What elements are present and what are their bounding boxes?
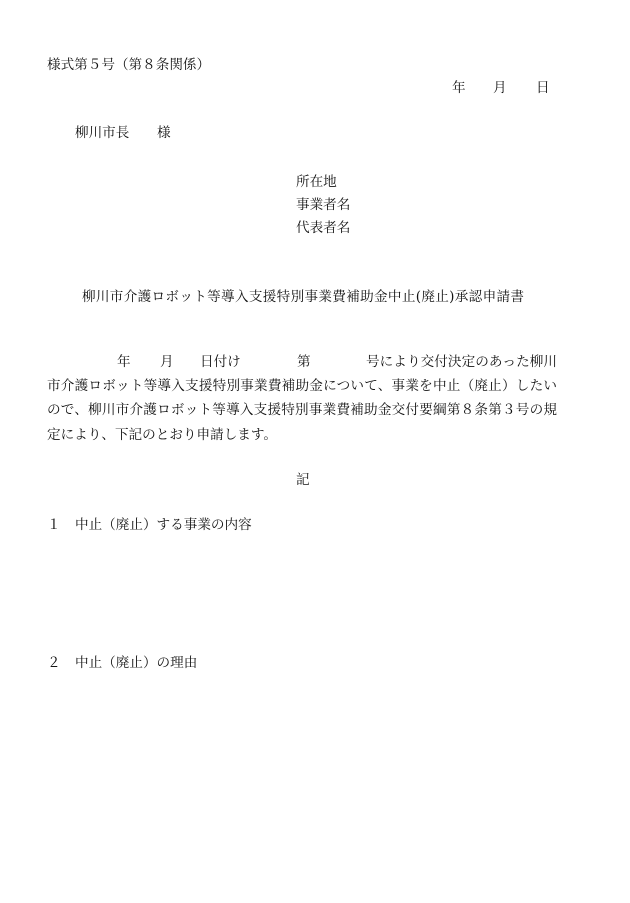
item-2-number: ２ xyxy=(47,655,61,671)
applicant-business-name-label: 事業者名 xyxy=(296,197,351,213)
item-1-number: １ xyxy=(47,517,61,533)
date-day-label: 日 xyxy=(536,80,550,96)
body-month-label: 月 xyxy=(160,354,174,370)
body-day-label: 日付け xyxy=(200,354,241,370)
item-2-label: 中止（廃止）の理由 xyxy=(75,655,198,671)
body-line-3: ので、柳川市介護ロボット等導入支援特別事業費補助金交付要綱第８条第３号の規 xyxy=(47,402,557,418)
record-mark: 記 xyxy=(296,472,310,488)
form-number: 様式第５号（第８条関係） xyxy=(47,57,211,73)
addressee-honorific: 様 xyxy=(157,125,171,141)
body-line-2: 市介護ロボット等導入支援特別事業費補助金について、事業を中止（廃止）したい xyxy=(47,378,557,394)
document-title: 柳川市介護ロボット等導入支援特別事業費補助金中止(廃止)承認申請書 xyxy=(82,289,524,305)
date-month-label: 月 xyxy=(493,80,507,96)
applicant-address-label: 所在地 xyxy=(296,174,337,190)
body-line-4: 定により、下記のとおり申請します。 xyxy=(47,427,278,443)
body-year-label: 年 xyxy=(117,354,131,370)
body-line-1-tail: 号により交付決定のあった柳川 xyxy=(366,354,557,370)
applicant-representative-label: 代表者名 xyxy=(296,220,351,236)
addressee-name: 柳川市長 xyxy=(75,125,130,141)
body-number-prefix: 第 xyxy=(297,354,311,370)
date-year-label: 年 xyxy=(452,80,466,96)
item-1-label: 中止（廃止）する事業の内容 xyxy=(75,517,252,533)
